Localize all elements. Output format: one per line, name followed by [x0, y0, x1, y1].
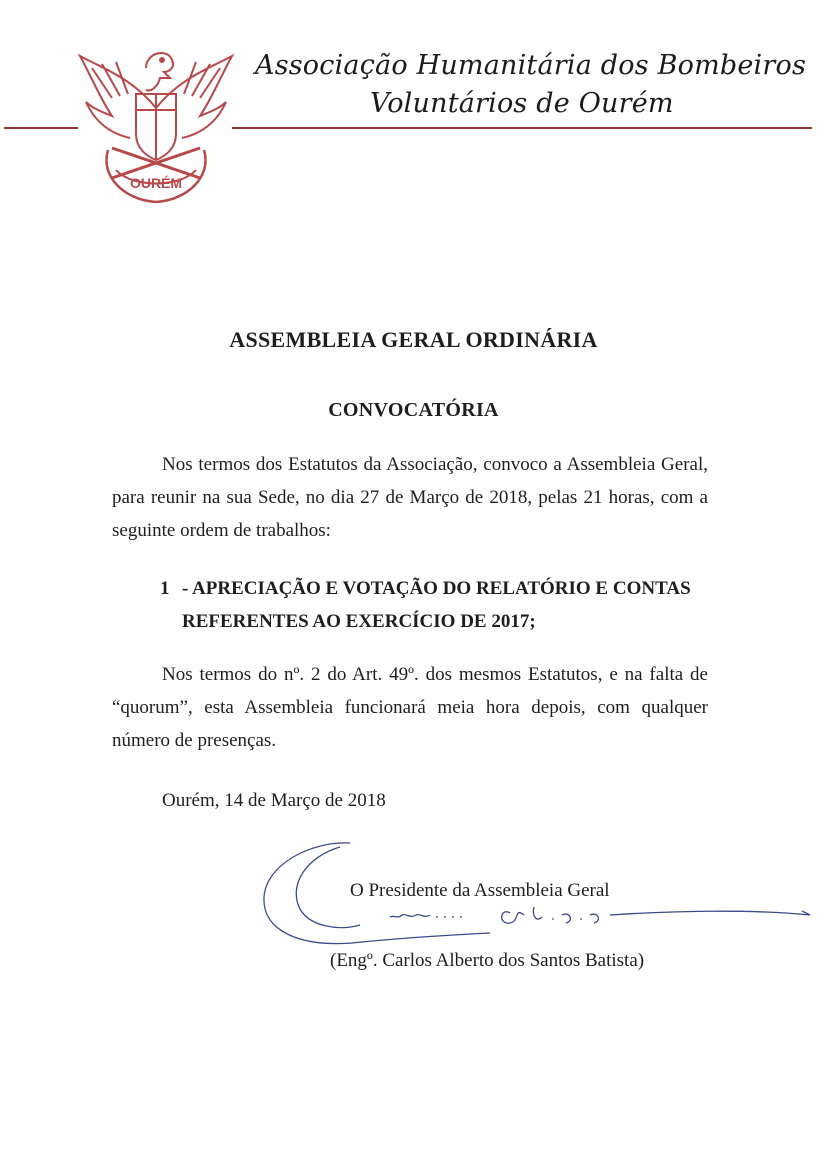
intro-paragraph: Nos termos dos Estatutos da Associação, convoco a Assembleia Geral, para reunir na sua Sede, no dia 27 de Março de 2018, pelas 21 horas, com a seguinte ordem de trabalhos:	[112, 454, 708, 541]
signatory-role: O Presidente da Assembleia Geral	[350, 880, 610, 901]
header-rule-left	[4, 127, 78, 129]
document-subtitle: CONVOCATÓRIA	[328, 399, 499, 421]
agenda-item-number: 1	[160, 578, 170, 599]
header-rule-right	[232, 127, 812, 129]
place-date: Ourém, 14 de Março de 2018	[162, 790, 386, 811]
signatory-name: (Engº. Carlos Alberto dos Santos Batista)	[330, 950, 645, 971]
association-logo	[72, 38, 240, 206]
org-name-line2: Voluntários de Ourém	[370, 88, 674, 119]
org-name-line1: Associação Humanitária dos Bombeiros	[255, 50, 806, 81]
quorum-paragraph: Nos termos do nº. 2 do Art. 49º. dos mesmos Estatutos, e na falta de “quorum”, esta Assembleia funcionará meia hora depois, com qualquer número de presenças.	[112, 664, 708, 751]
agenda-item-text: - APRECIAÇÃO E VOTAÇÃO DO RELATÓRIO E CONTAS REFERENTES AO EXERCÍCIO DE 2017;	[182, 578, 691, 632]
document-title: ASSEMBLEIA GERAL ORDINÁRIA	[229, 327, 598, 352]
logo-text: OURÉM	[129, 175, 183, 191]
